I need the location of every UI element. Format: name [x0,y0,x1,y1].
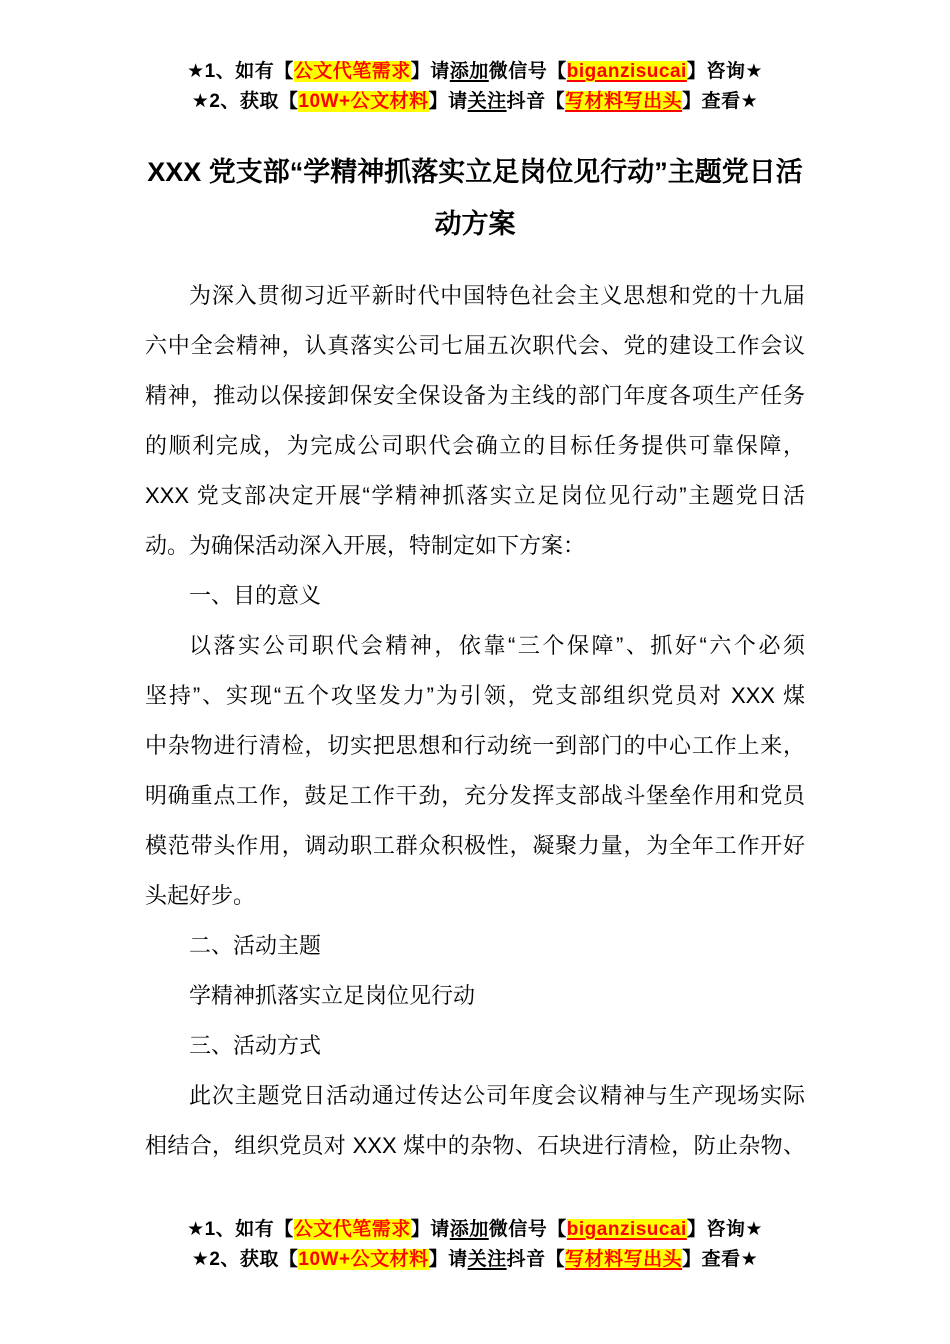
body-line: 学精神抓落实立足岗位见行动 [189,983,476,1008]
body-line: 头起好步。 [145,883,256,908]
document-title [75,146,875,250]
title-line-1: XXX 党支部“学精神抓落实立足岗位见行动”主题党日活 [147,157,803,187]
body-line: 为深入贯彻习近平新时代中国特色社会主义思想和党的十九届 [189,283,805,308]
body-line: 明确重点工作，鼓足工作干劲，充分发挥支部战斗堡垒作用和党员 [145,783,805,808]
promo-underlined-text: 关注 [467,1249,507,1270]
promo-text: 微信号【 [488,1219,567,1240]
section-heading: 三、活动方式 [189,1033,322,1058]
promo-text: 】查看★ [682,91,759,112]
body-line: XXX 党支部决定开展“学精神抓落实立足岗位见行动”主题党日活 [145,483,805,508]
promo-highlighted-text: biganzisucai [566,1219,687,1240]
promo-text: ★2、获取【 [191,1249,299,1270]
title-line-2: 动方案 [434,209,516,239]
promo-header [0,57,950,117]
promo-highlighted-text: 公文代笔需求 [293,1219,411,1240]
promo-text: 】请 [410,1219,450,1240]
promo-text: 】请 [428,91,468,112]
promo-text: 】咨询★ [686,61,763,82]
promo-text: ★1、如有【 [187,61,294,82]
promo-underlined-text: 关注 [467,91,507,112]
promo-highlighted-text: biganzisucai [566,61,687,82]
body-line: 六中全会精神，认真落实公司七届五次职代会、党的建设工作会议 [145,333,805,358]
section-heading: 二、活动主题 [189,933,322,958]
promo-text: 】咨询★ [686,1219,763,1240]
promo-highlighted-text: 10W+公文材料 [298,1249,429,1270]
promo-underlined-text: 添加 [449,1219,489,1240]
section-heading: 一、目的意义 [189,583,322,608]
promo-highlighted-text: 写材料写出头 [565,91,683,112]
promo-line [0,1215,950,1245]
promo-line [0,1245,950,1275]
body-line: 相结合，组织党员对 XXX 煤中的杂物、石块进行清检，防止杂物、 [145,1133,805,1158]
promo-footer [0,1215,950,1275]
promo-highlighted-text: 写材料写出头 [565,1249,683,1270]
promo-text: 微信号【 [488,61,567,82]
promo-text: 抖音【 [506,91,566,112]
promo-text: ★1、如有【 [187,1219,294,1240]
body-line: 精神，推动以保接卸保安全保设备为主线的部门年度各项生产任务 [145,383,805,408]
promo-line [0,87,950,117]
promo-text: 】请 [410,61,450,82]
body-line: 此次主题党日活动通过传达公司年度会议精神与生产现场实际 [189,1083,805,1108]
document-body [145,271,805,1171]
promo-highlighted-text: 公文代笔需求 [293,61,411,82]
promo-highlighted-text: 10W+公文材料 [298,91,429,112]
body-line: 中杂物进行清检，切实把思想和行动统一到部门的中心工作上来， [145,733,805,758]
body-line: 以落实公司职代会精神，依靠“三个保障”、抓好“六个必须 [189,633,805,658]
promo-text: 】查看★ [682,1249,759,1270]
promo-text: 】请 [428,1249,468,1270]
promo-underlined-text: 添加 [449,61,489,82]
body-line: 的顺利完成，为完成公司职代会确立的目标任务提供可靠保障， [145,433,805,458]
body-line: 坚持”、实现“五个攻坚发力”为引领，党支部组织党员对 XXX 煤 [145,683,805,708]
promo-line [0,57,950,87]
body-line: 动。为确保活动深入开展，特制定如下方案： [145,533,586,558]
body-line: 模范带头作用，调动职工群众积极性，凝聚力量，为全年工作开好 [145,833,805,858]
promo-text: 抖音【 [506,1249,566,1270]
promo-text: ★2、获取【 [191,91,299,112]
